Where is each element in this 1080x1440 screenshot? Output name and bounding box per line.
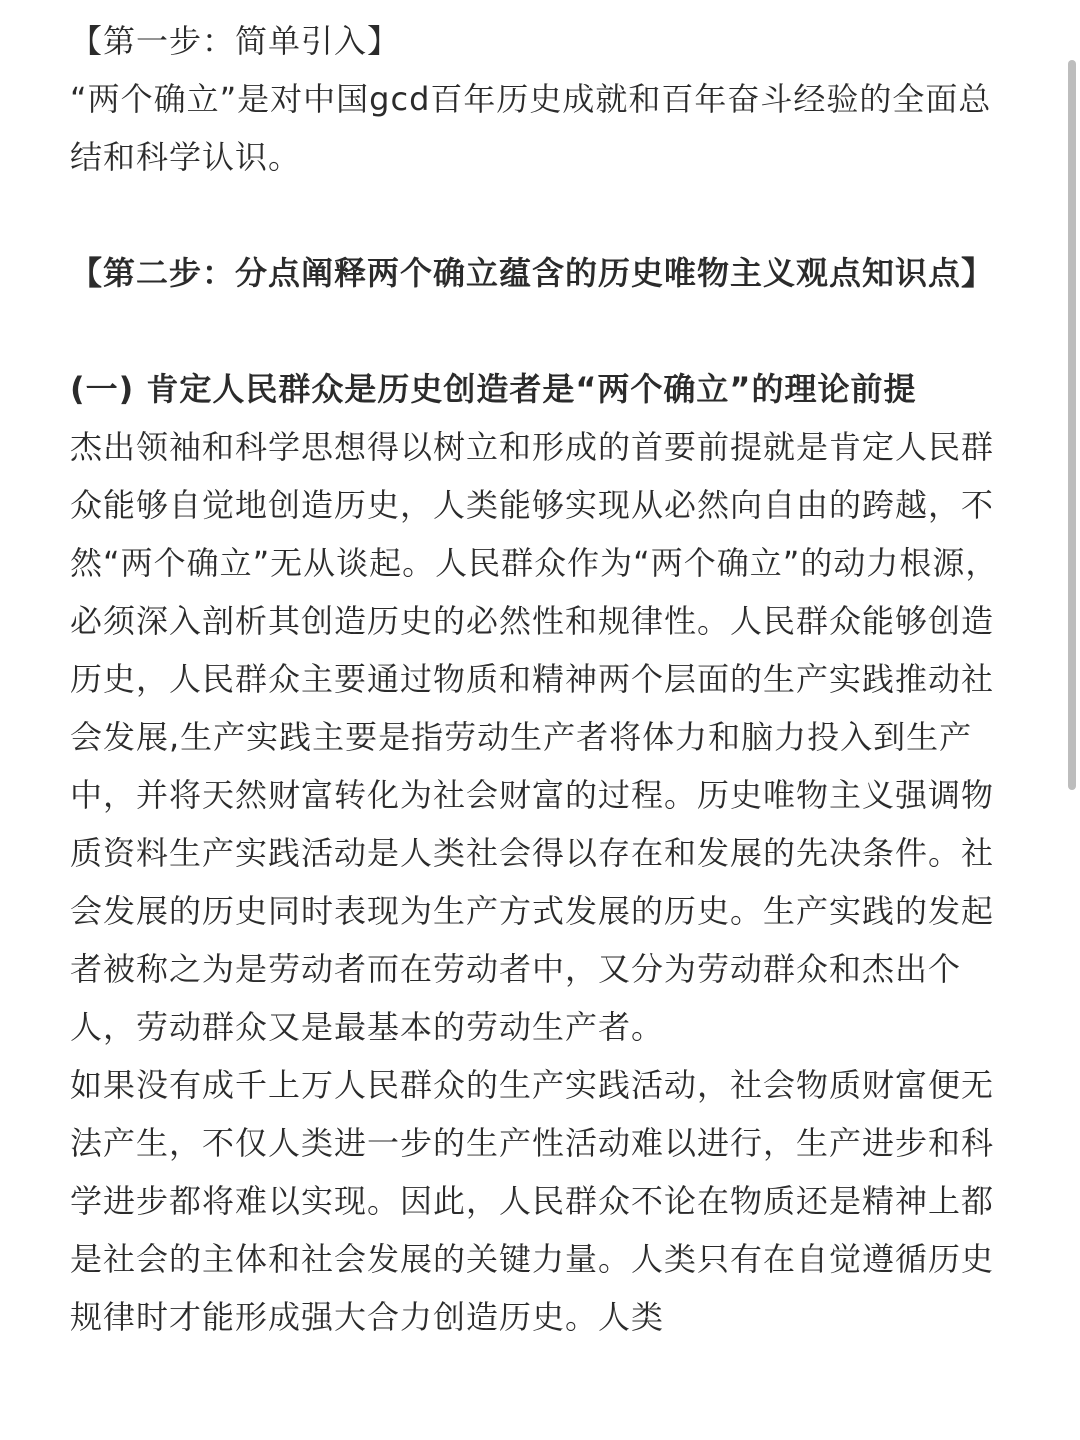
section1-paragraph-1: 杰出领袖和科学思想得以树立和形成的首要前提就是肯定人民群众能够自觉地创造历史，人类能够实现从必然向自由的跨越，不然“两个确立”无从谈起。人民群众作为“两个确立”的动力根源，必须深入剖析其创造历史的必然性和规律性。人民群众能够创造历史，人民群众主要通过物质和精神两个层面的生产实践推动社会发展,生产实践主要是指劳动生产者将体力和脑力投入到生产中，并将天然财富转化为社会财富的过程。历史唯物主义强调物质资料生产实践活动是人类社会得以存在和发展的先决条件。社会发展的历史同时表现为生产方式发展的历史。生产实践的发起者被称之为是劳动者而在劳动者中，又分为劳动群众和杰出个人，劳动群众又是最基本的劳动生产者。: [70, 428, 999, 1046]
scrollbar-thumb[interactable]: [1068, 60, 1076, 790]
step1-body: “两个确立”是对中国gcd百年历史成就和百年奋斗经验的全面总结和科学认识。: [70, 80, 992, 176]
section1-paragraph-2: 如果没有成千上万人民群众的生产实践活动，社会物质财富便无法产生，不仅人类进一步的生产性活动难以进行，生产进步和科学进步都将难以实现。因此，人民群众不论在物质还是精神上都是社会的主体和社会发展的关键力量。人类只有在自觉遵循历史规律时才能形成强大合力创造历史。人类: [70, 1066, 995, 1336]
step2-heading: 【第二步：分点阐释两个确立蕴含的历史唯物主义观点知识点】: [70, 254, 995, 292]
vertical-scrollbar[interactable]: [1068, 60, 1076, 800]
step1-heading: 【第一步：简单引入】: [70, 22, 401, 60]
section1-heading: (一) 肯定人民群众是历史创造者是“两个确立”的理论前提: [70, 370, 917, 408]
paragraph-gap: [70, 302, 1005, 360]
article-content: [70, 12, 1005, 1440]
paragraph-gap: [70, 186, 1005, 244]
